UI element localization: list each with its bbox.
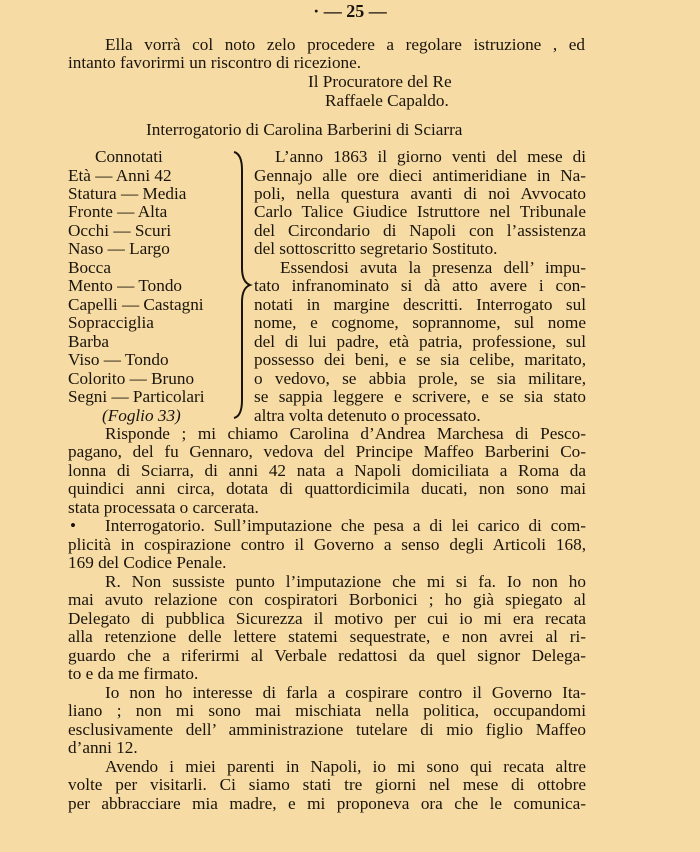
body-line: Interrogatorio. Sull’imputazione che pesa a di lei carico di com- (105, 516, 586, 535)
connotati-item: Occhi — Scuri (68, 221, 172, 240)
right-column-line: L’anno 1863 il giorno venti del mese di (275, 147, 586, 166)
right-column-line: Carlo Talice Giudice Istruttore nel Tribunale (254, 202, 586, 221)
body-line: plicità in cospirazione contro il Governo a senso degli Articoli 168, (68, 535, 586, 554)
body-line: liano ; non mi sono mai mischiata nella politica, occupandomi (68, 701, 586, 720)
right-column-line: tato infranominato si dà atto avere i con- (254, 276, 586, 295)
body-line: to e da me firmato. (68, 664, 199, 683)
connotati-item: Sopracciglia (68, 313, 154, 332)
body-line: pagano, del fu Gennaro, vedova del Principe Maffeo Barberini Co- (68, 442, 586, 461)
right-column-line: nome, e cognome, soprannome, sul nome (254, 313, 586, 332)
right-column-line: se sappia leggere e scrivere, e se sia stato (254, 387, 586, 406)
connotati-item: Viso — Tondo (68, 350, 169, 369)
letter-line-1: Ella vorrà col noto zelo procedere a regolare istruzione , ed (105, 35, 585, 54)
connotati-item: Età — Anni 42 (68, 166, 172, 185)
signature-name: Raffaele Capaldo. (325, 91, 449, 110)
right-column-line: del Circondario di Napoli con l’assistenza (254, 221, 586, 240)
page-number: · — 25 — (313, 1, 387, 21)
body-line: esclusivamente dell’ amministrazione tutelare di mio figlio Maffeo (68, 720, 586, 739)
right-column-line: poli, nella questura avanti di noi Avvocato (254, 184, 586, 203)
right-column-line: o vedovo, se abbia prole, se sia militare, (254, 369, 586, 388)
body-line: R. Non sussiste punto l’imputazione che mi si fa. Io non ho (105, 572, 586, 591)
body-line: Avendo i miei parenti in Napoli, io mi sono qui recata altre (105, 757, 586, 776)
connotati-item: Barba (68, 332, 110, 351)
foglio-reference: (Foglio 33) (102, 406, 181, 425)
connotati-item: Segni — Particolari (68, 387, 205, 406)
right-column-line: del di lui padre, età patria, professione, sul (254, 332, 586, 351)
right-column-line: Gennajo alle ore dieci antimeridiane in Na- (254, 166, 586, 185)
signature-title: Il Procuratore del Re (308, 72, 452, 91)
right-column-line: altra volta detenuto o processato. (254, 406, 481, 425)
connotati-item: Statura — Media (68, 184, 187, 203)
body-line: d’anni 12. (68, 738, 138, 757)
body-line: Risponde ; mi chiamo Carolina d’Andrea Marchesa di Pesco- (105, 424, 586, 443)
connotati-item: Mento — Tondo (68, 276, 183, 295)
body-line: volte per visitarli. Ci siamo stati tre giorni nel mese di ottobre (68, 775, 586, 794)
body-line: Io non ho interesse di farla a cospirare contro il Governo Ita- (105, 683, 586, 702)
body-line: per abbracciare mia madre, e mi proponeva ora che le comunica- (68, 794, 586, 813)
connotati-item: Capelli — Castagni (68, 295, 204, 314)
connotati-item: Fronte — Alta (68, 202, 168, 221)
connotati-item: Bocca (68, 258, 111, 277)
body-line: mai avuto relazione con cospiratori Borbonici ; ho già spiegato al (68, 590, 586, 609)
right-column-line: possesso dei beni, e se sia celibe, maritato, (254, 350, 586, 369)
letter-line-2: intanto favorirmi un riscontro di ricezione. (68, 53, 362, 72)
connotati-heading: Connotati (95, 147, 163, 166)
body-line: Delegato di pubblica Sicurezza il motivo per cui io mi era recata (68, 609, 586, 628)
body-line: alla retenzione delle lettere statemi sequestrate, e non avrei al ri- (68, 627, 586, 646)
right-column-line: del sottoscritto segretario Sostituto. (254, 239, 498, 258)
brace-glyph (230, 150, 254, 420)
body-line: 169 del Codice Penale. (68, 553, 227, 572)
connotati-item: Colorito — Bruno (68, 369, 195, 388)
section-title: Interrogatorio di Carolina Barberini di Sciarra (146, 120, 463, 139)
body-line: lonna di Sciarra, di anni 42 nata a Napoli domiciliata a Roma da (68, 461, 586, 480)
right-column-line: Essendosi avuta la presenza dell’ impu- (280, 258, 586, 277)
bullet-dot: • (70, 516, 77, 535)
body-line: stata processata o carcerata. (68, 498, 259, 517)
body-line: guardo che a riferirmi al Verbale redattosi da quel signor Delega- (68, 646, 586, 665)
body-line: quindici anni circa, dotata di quattordicimila ducati, non sono mai (68, 479, 586, 498)
connotati-item: Naso — Largo (68, 239, 170, 258)
right-column-line: notati in margine descritti. Interrogato sul (254, 295, 586, 314)
